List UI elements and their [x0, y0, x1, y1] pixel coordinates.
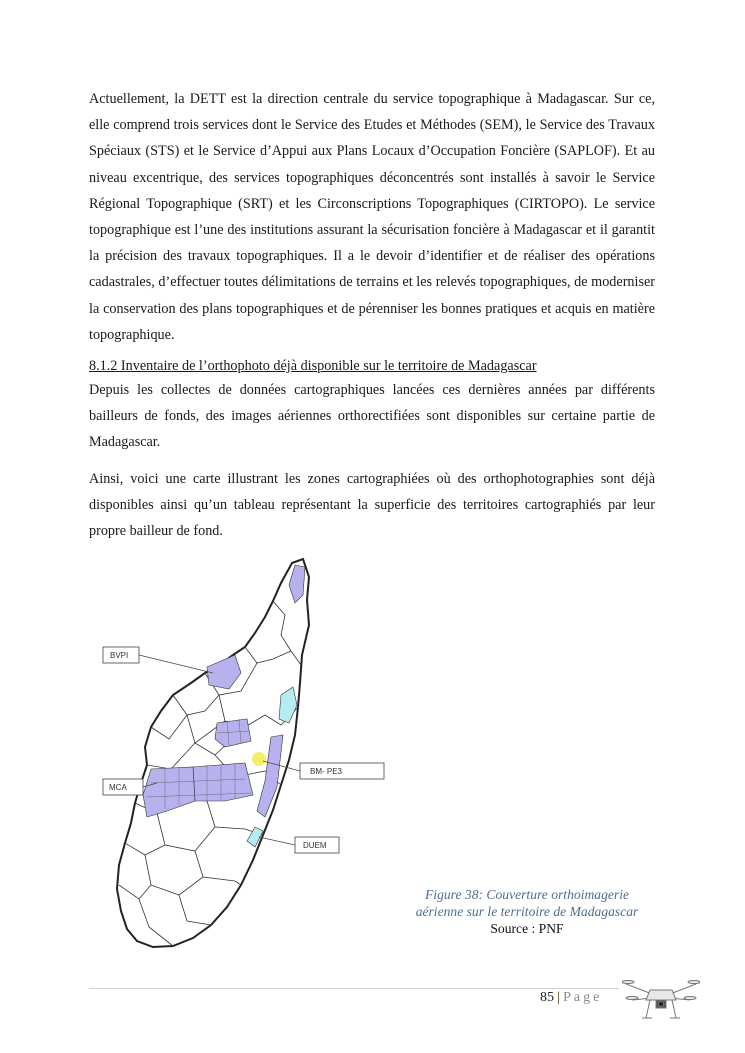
page-number-separator: | [557, 990, 561, 1005]
section-heading: 8.1.2 Inventaire de l’orthophoto déjà disponible sur le territoire de Madagascar [89, 358, 537, 374]
label-duem: DUEM [303, 841, 327, 850]
figure-title-line2: aérienne sur le territoire de Madagascar [415, 904, 639, 919]
figure-caption [398, 886, 656, 937]
figure-source: Source : PNF [490, 921, 564, 936]
label-mca: MCA [109, 783, 127, 792]
paragraph-collectes: Depuis les collectes de données cartographiques lancées ces dernières années par différents bailleurs de fonds, des images aériennes orthorectifiées sont disponibles sur certaine partie de Madagascar. [89, 382, 655, 451]
drone-icon [622, 970, 700, 1026]
madagascar-coverage-map [95, 555, 395, 950]
page-number-value: 85 [540, 990, 554, 1005]
label-bm-pe3: BM- PE3 [310, 767, 343, 776]
page-number [540, 990, 602, 1006]
paragraph-dett: Actuellement, la DETT est la direction centrale du service topographique à Madagascar. Sur ce, elle comprend trois services dont le Service des Etudes et Méthodes (SEM), le Service des Travaux Spéciaux (STS) et le Service d’Appui aux Plans Locaux d’Occupation Foncière (SAPLOF). Et au niveau excentrique, des services topographiques déconcentrés sont installés à savoir le Service Régional Topographique (SRT) et les Circonscriptions Topographiques (CIRTOPO). Le service topographique est l’une des institutions assurant la sécurisation foncière à Madagascar et il garantit la précision des travaux topographiques. Il a le devoir d’identifier et de réaliser des opérations cadastrales, d’effectuer toutes délimitations de terrains et les relevés topographiques, de moderniser la conservation des plans topographiques et de pérenniser les bonnes pratiques et acquis en matière topographique. [89, 91, 655, 343]
footer-divider [89, 988, 619, 989]
page-word: Page [563, 990, 603, 1005]
label-bvpi: BVPI [110, 651, 129, 660]
figure-title: Figure 38: Couverture orthoimagerie [425, 887, 629, 902]
paragraph-carte: Ainsi, voici une carte illustrant les zones cartographiées où des orthophotographies sont déjà disponibles ainsi qu’un tableau représentant la superficie des territoires cartographiés par leur propre bailleur de fond. [89, 471, 655, 540]
